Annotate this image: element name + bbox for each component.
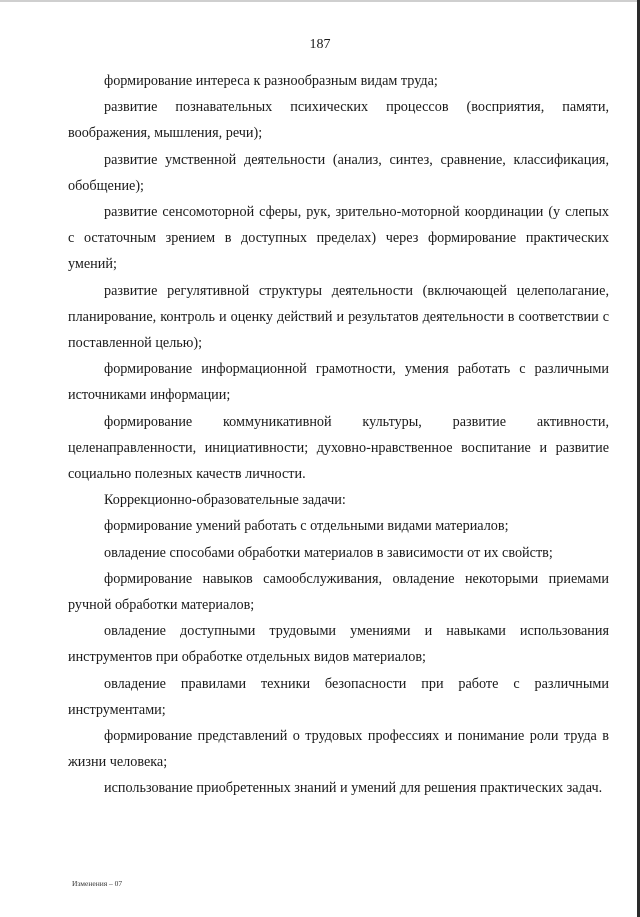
paragraph: развитие умственной деятельности (анализ, синтез, сравнение, классификация, обобщение);: [68, 151, 609, 194]
paragraph: развитие познавательных психических процессов (восприятия, памяти, воображения, мышления, речи);: [68, 99, 609, 142]
scan-top-edge: [0, 0, 640, 2]
section-heading: Коррекционно-образовательные задачи:: [104, 492, 346, 509]
document-body: [68, 68, 609, 802]
paragraph: овладение доступными трудовыми умениями и навыками использования инструментов при обработке отдельных видов материалов;: [68, 623, 609, 666]
paragraph: использование приобретенных знаний и умений для решения практических задач.: [104, 780, 603, 797]
paragraph: формирование информационной грамотности, умения работать с различными источниками информации;: [68, 361, 609, 404]
paragraph: овладение способами обработки материалов в зависимости от их свойств;: [104, 544, 553, 561]
page-number: 187: [309, 37, 331, 52]
paragraph: формирование коммуникативной культуры, развитие активности, целенаправленности, инициативности; духовно-нравственное воспитание и развитие социально полезных качеств личности.: [68, 413, 609, 483]
footer-revision-note: Изменения – 07: [72, 879, 123, 888]
paragraph: развитие регулятивной структуры деятельности (включающей целеполагание, планирование, контроль и оценку действий и результатов деятельности в соответствии с поставленной целью);: [68, 282, 609, 352]
paragraph: формирование умений работать с отдельными видами материалов;: [104, 518, 509, 535]
paragraph: формирование навыков самообслуживания, овладение некоторыми приемами ручной обработки материалов;: [68, 570, 609, 614]
paragraph: овладение правилами техники безопасности при работе с различными инструментами;: [68, 675, 609, 718]
paragraph: развитие сенсомоторной сферы, рук, зрительно-моторной координации (у слепых с остаточным зрением в доступных пределах) через формирование практических умений;: [68, 204, 609, 273]
paragraph: формирование представлений о трудовых профессиях и понимание роли труда в жизни человека;: [68, 728, 609, 771]
paragraph: формирование интереса к разнообразным видам труда;: [104, 73, 438, 89]
